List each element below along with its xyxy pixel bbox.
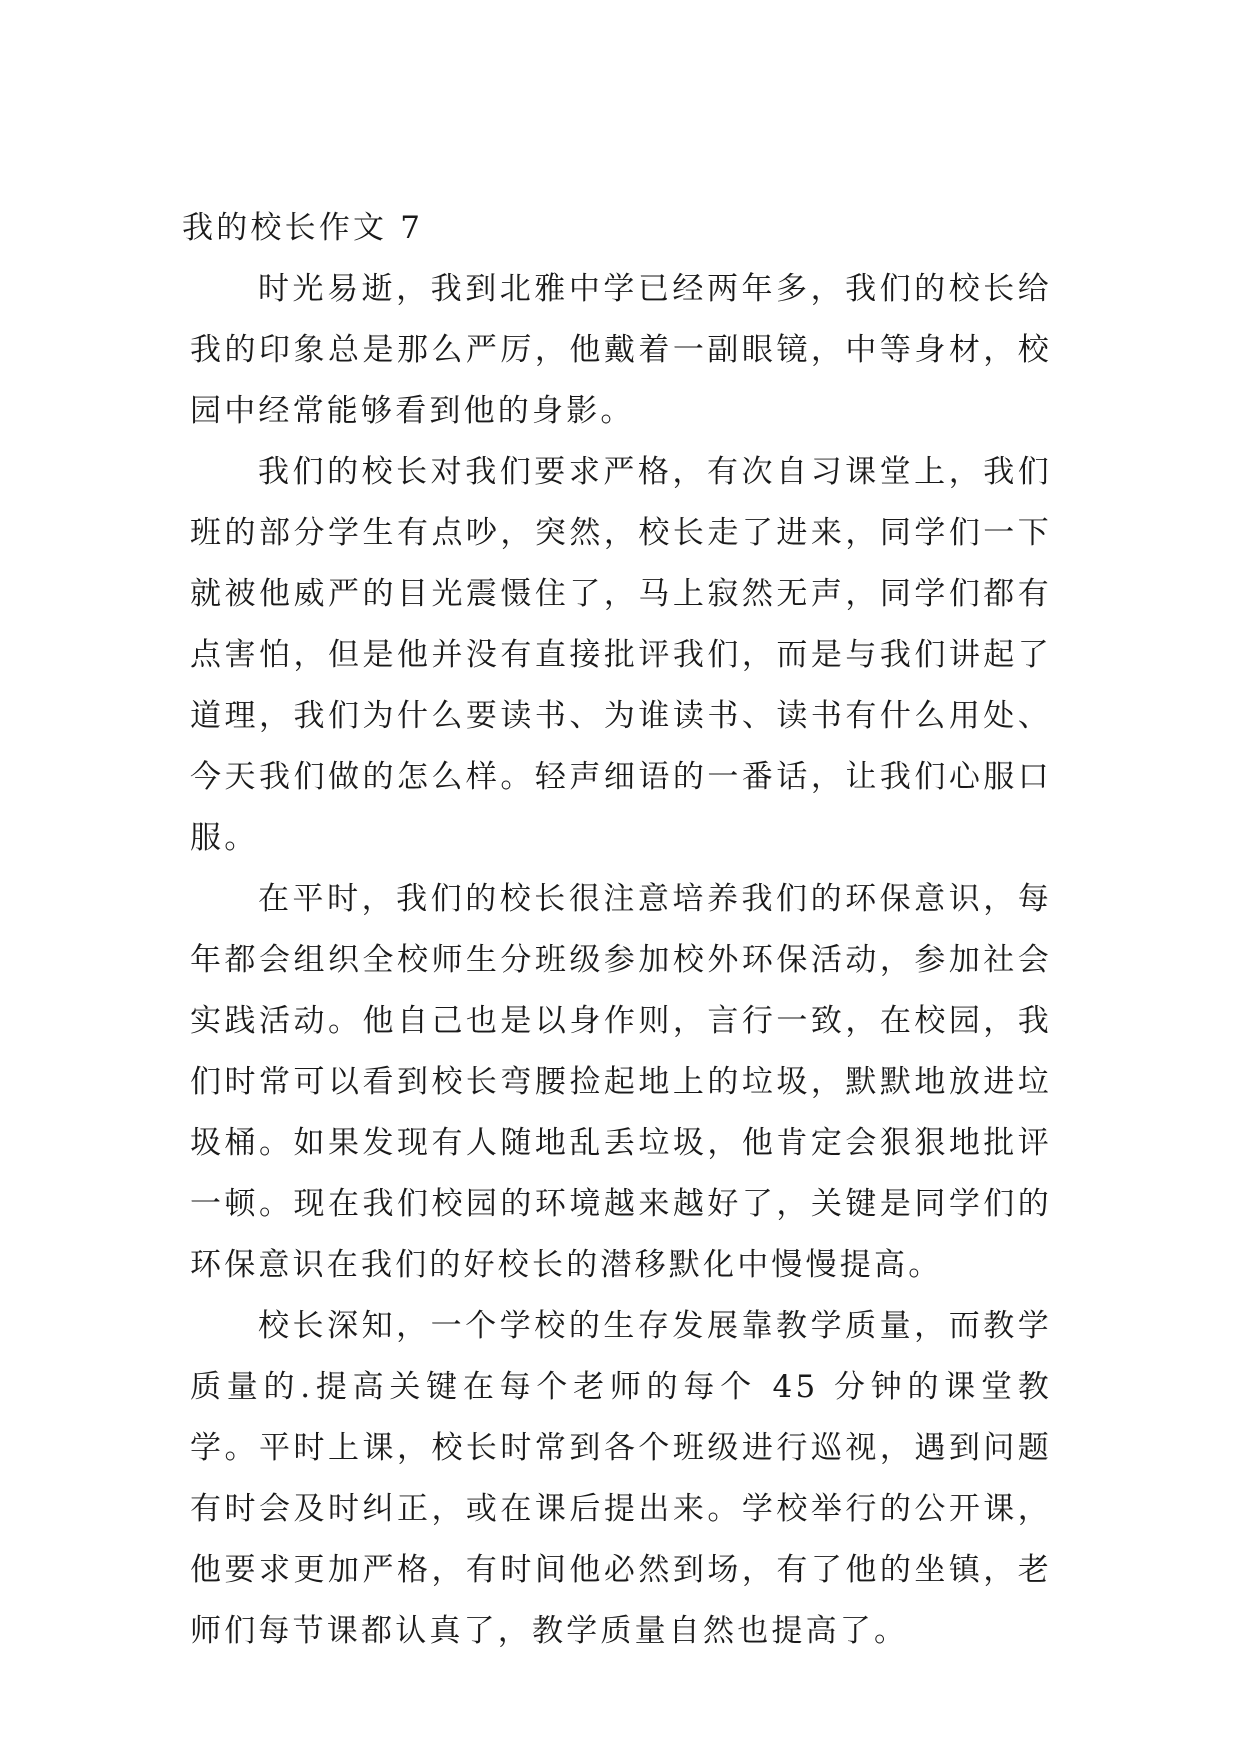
document-body [182, 198, 1052, 1662]
document-title: 我的校长作文 7 [182, 210, 424, 246]
paragraph-1: 时光易逝，我到北雅中学已经两年多，我们的校长给我的印象总是那么严厉，他戴着一副眼镜，中等身材，校园中经常能够看到他的身影。 [190, 271, 1052, 429]
paragraph-3: 在平时，我们的校长很注意培养我们的环保意识，每年都会组织全校师生分班级参加校外环保活动，参加社会实践活动。他自己也是以身作则，言行一致，在校园，我们时常可以看到校长弯腰捡起地上的垃圾，默默地放进垃圾桶。如果发现有人随地乱丢垃圾，他肯定会狠狠地批评一顿。现在我们校园的环境越来越好了，关键是同学们的环保意识在我们的好校长的潜移默化中慢慢提高。 [190, 881, 1052, 1283]
paragraph-2: 我们的校长对我们要求严格，有次自习课堂上，我们班的部分学生有点吵，突然，校长走了进来，同学们一下就被他威严的目光震慑住了，马上寂然无声，同学们都有点害怕，但是他并没有直接批评我们，而是与我们讲起了道理，我们为什么要读书、为谁读书、读书有什么用处、今天我们做的怎么样。轻声细语的一番话，让我们心服口服。 [190, 454, 1052, 856]
paragraph-4: 校长深知，一个学校的生存发展靠教学质量，而教学质量的.提高关键在每个老师的每个 45 分钟的课堂教学。平时上课，校长时常到各个班级进行巡视，遇到问题有时会及时纠正，或在课后提出来。学校举行的公开课，他要求更加严格，有时间他必然到场，有了他的坐镇，老师们每节课都认真了，教学质量自然也提高了。 [190, 1308, 1052, 1649]
